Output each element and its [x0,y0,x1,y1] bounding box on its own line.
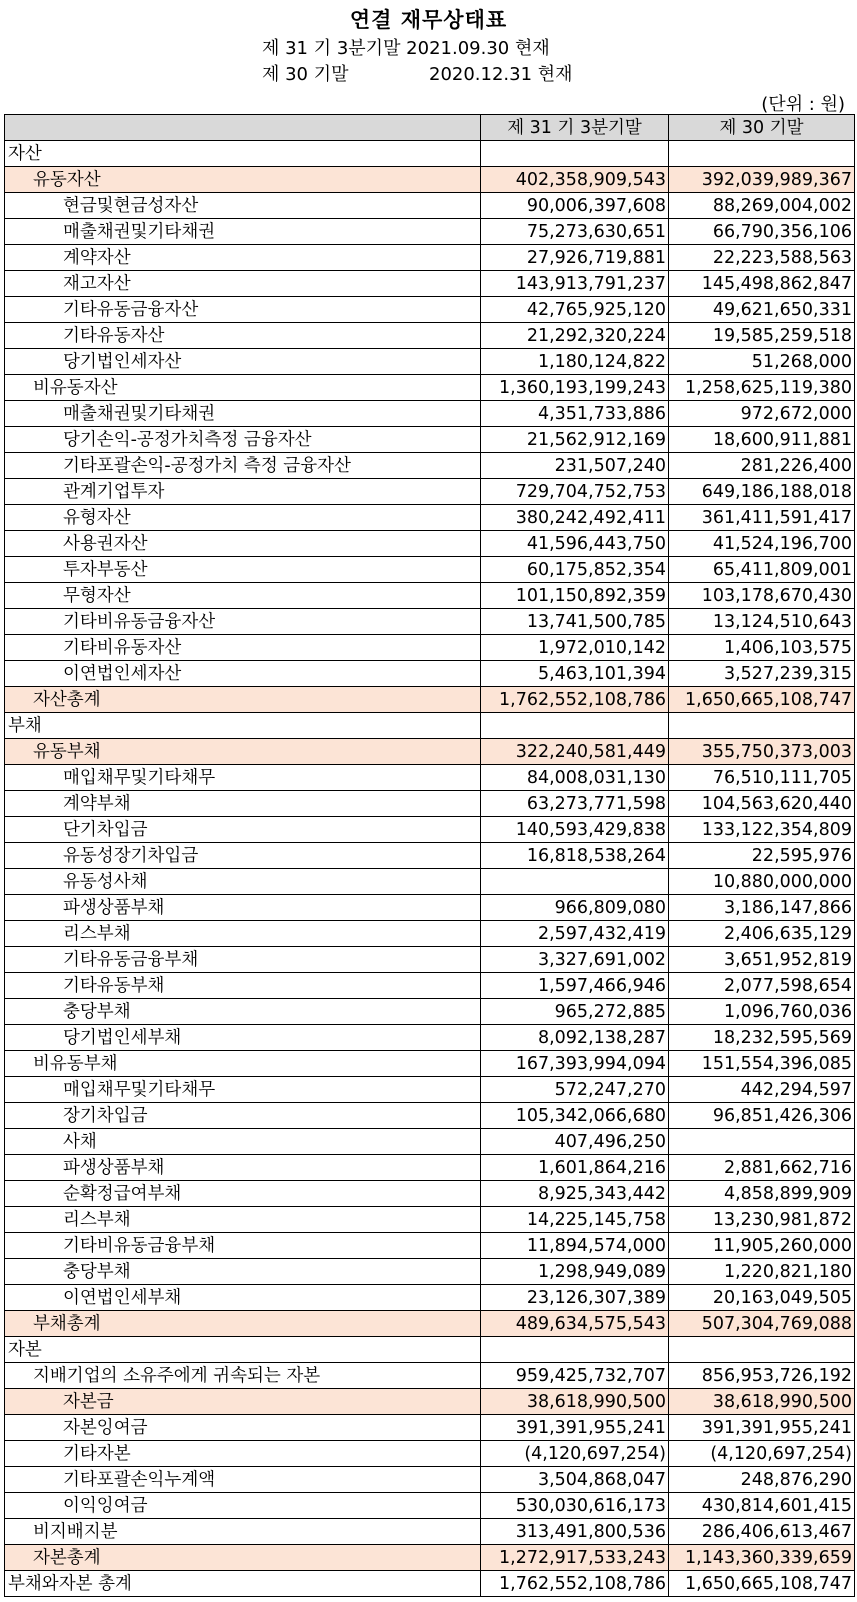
table-row [5,245,855,271]
account-name: 당기손익-공정가치측정 금융자산 [5,427,481,453]
prior-period-amount: 1,650,665,108,747 [669,1571,855,1597]
table-row [5,323,855,349]
table-row [5,1051,855,1077]
table-row [5,349,855,375]
current-period-amount: 1,298,949,089 [481,1259,669,1285]
current-period-amount: 38,618,990,500 [481,1389,669,1415]
prior-period-amount: 2,077,598,654 [669,973,855,999]
prior-period-amount: 18,232,595,569 [669,1025,855,1051]
table-row [5,973,855,999]
account-name: 장기차입금 [5,1103,481,1129]
table-row [5,1337,855,1363]
table-row [5,843,855,869]
current-period-amount: 1,360,193,199,243 [481,375,669,401]
current-period-amount: 1,597,466,946 [481,973,669,999]
table-row [5,661,855,687]
table-row [5,687,855,713]
current-period-amount: 84,008,031,130 [481,765,669,791]
prior-period-amount: 430,814,601,415 [669,1493,855,1519]
account-name: 자본잉여금 [5,1415,481,1441]
current-period-amount: 105,342,066,680 [481,1103,669,1129]
table-row [5,999,855,1025]
prior-period-label: 제 30 기말 [262,64,349,85]
table-body [5,141,855,1597]
current-period-amount: 23,126,307,389 [481,1285,669,1311]
table-row [5,271,855,297]
table-row [5,1129,855,1155]
table-row [5,869,855,895]
table-row [5,609,855,635]
account-name: 순확정급여부채 [5,1181,481,1207]
prior-period-amount: 11,905,260,000 [669,1233,855,1259]
current-period-amount: 3,327,691,002 [481,947,669,973]
prior-period-amount: 286,406,613,467 [669,1519,855,1545]
current-period-amount: 42,765,925,120 [481,297,669,323]
table-row [5,1389,855,1415]
prior-period-amount: 65,411,809,001 [669,557,855,583]
account-name: 기타포괄손익누계액 [5,1467,481,1493]
account-name: 파생상품부채 [5,1155,481,1181]
table-row [5,1519,855,1545]
table-row [5,427,855,453]
account-name: 사용권자산 [5,531,481,557]
prior-period-amount: 4,858,899,909 [669,1181,855,1207]
table-row [5,817,855,843]
table-row [5,1025,855,1051]
table-row [5,1259,855,1285]
table-row [5,583,855,609]
table-row [5,297,855,323]
account-name: 충당부채 [5,999,481,1025]
account-name: 현금및현금성자산 [5,193,481,219]
table-row [5,1233,855,1259]
table-row [5,1311,855,1337]
current-period-amount: 21,562,912,169 [481,427,669,453]
prior-period-amount: 76,510,111,705 [669,765,855,791]
account-name: 충당부채 [5,1259,481,1285]
header-current-period: 제 31 기 3분기말 [481,115,669,141]
account-name: 유동성장기차입금 [5,843,481,869]
unit-label: (단위 : 원) [761,94,845,115]
current-period-amount: 143,913,791,237 [481,271,669,297]
account-name: 기타유동금융자산 [5,297,481,323]
current-period-amount: 8,925,343,442 [481,1181,669,1207]
table-row [5,1493,855,1519]
account-name: 매입채무및기타채무 [5,1077,481,1103]
table-row [5,531,855,557]
account-name: 비지배지분 [5,1519,481,1545]
account-name: 단기차입금 [5,817,481,843]
current-period-amount: 530,030,616,173 [481,1493,669,1519]
prior-period-amount: 66,790,356,106 [669,219,855,245]
account-name: 계약자산 [5,245,481,271]
current-period-amount: 402,358,909,543 [481,167,669,193]
current-period-amount: 167,393,994,094 [481,1051,669,1077]
prior-period-amount [669,713,855,739]
current-period-amount: 1,972,010,142 [481,635,669,661]
current-period-amount: 5,463,101,394 [481,661,669,687]
current-period-amount [481,141,669,167]
header-prior-period: 제 30 기말 [669,115,855,141]
prior-period-amount: 104,563,620,440 [669,791,855,817]
account-name: 유동성사채 [5,869,481,895]
account-name: 매출채권및기타채권 [5,401,481,427]
current-period-amount: 391,391,955,241 [481,1415,669,1441]
current-period-amount: 966,809,080 [481,895,669,921]
prior-period-amount [669,1129,855,1155]
table-row [5,401,855,427]
table-header-row [5,115,855,141]
current-period-amount: 231,507,240 [481,453,669,479]
current-period-amount: 140,593,429,838 [481,817,669,843]
current-period-amount: 1,180,124,822 [481,349,669,375]
prior-period-amount: 88,269,004,002 [669,193,855,219]
current-period-amount: 11,894,574,000 [481,1233,669,1259]
table-row [5,739,855,765]
prior-period-amount: 442,294,597 [669,1077,855,1103]
account-name: 매입채무및기타채무 [5,765,481,791]
account-name: 매출채권및기타채권 [5,219,481,245]
current-period-amount: 101,150,892,359 [481,583,669,609]
current-period-amount: 4,351,733,886 [481,401,669,427]
prior-period-amount: 145,498,862,847 [669,271,855,297]
current-period-amount: 8,092,138,287 [481,1025,669,1051]
account-name: 기타비유동자산 [5,635,481,661]
prior-period-amount: 2,406,635,129 [669,921,855,947]
prior-period-amount: 19,585,259,518 [669,323,855,349]
account-name: 자산총계 [5,687,481,713]
current-period-amount: 14,225,145,758 [481,1207,669,1233]
table-row [5,453,855,479]
current-period-amount: 3,504,868,047 [481,1467,669,1493]
account-name: 사채 [5,1129,481,1155]
prior-period-amount: 972,672,000 [669,401,855,427]
current-period-amount: 16,818,538,264 [481,843,669,869]
prior-period-amount: 103,178,670,430 [669,583,855,609]
prior-period-amount: 2,881,662,716 [669,1155,855,1181]
table-row [5,1285,855,1311]
account-name: 부채와자본 총계 [5,1571,481,1597]
account-name: 기타유동부채 [5,973,481,999]
table-row [5,219,855,245]
account-name: 지배기업의 소유주에게 귀속되는 자본 [5,1363,481,1389]
table-row [5,1181,855,1207]
prior-period-amount: 96,851,426,306 [669,1103,855,1129]
account-name: 비유동자산 [5,375,481,401]
current-period-amount: 959,425,732,707 [481,1363,669,1389]
current-period-amount [481,1337,669,1363]
current-period-amount: 27,926,719,881 [481,245,669,271]
current-period-line: 제 31 기 3분기말 2021.09.30 현재 [262,38,550,59]
account-name: 이연법인세부채 [5,1285,481,1311]
account-name: 관계기업투자 [5,479,481,505]
table-row [5,1103,855,1129]
prior-period-amount: 49,621,650,331 [669,297,855,323]
prior-period-amount: 51,268,000 [669,349,855,375]
account-name: 자본 [5,1337,481,1363]
prior-period-amount: 38,618,990,500 [669,1389,855,1415]
account-name: 재고자산 [5,271,481,297]
prior-period-amount: 13,230,981,872 [669,1207,855,1233]
current-period-amount: 965,272,885 [481,999,669,1025]
current-period-amount: 489,634,575,543 [481,1311,669,1337]
current-period-amount [481,869,669,895]
statement-title: 연결 재무상태표 [349,8,508,32]
current-period-amount: 380,242,492,411 [481,505,669,531]
account-name: 리스부채 [5,921,481,947]
account-name: 부채총계 [5,1311,481,1337]
account-name: 유동부채 [5,739,481,765]
prior-period-amount: 1,406,103,575 [669,635,855,661]
prior-period-amount: 1,258,625,119,380 [669,375,855,401]
table-row [5,1363,855,1389]
current-period-amount: 1,762,552,108,786 [481,1571,669,1597]
prior-period-amount: 18,600,911,881 [669,427,855,453]
current-period-amount: 21,292,320,224 [481,323,669,349]
current-period-amount: 90,006,397,608 [481,193,669,219]
prior-period-amount: 151,554,396,085 [669,1051,855,1077]
prior-period-amount: 3,651,952,819 [669,947,855,973]
current-period-amount: 407,496,250 [481,1129,669,1155]
account-name: 기타포괄손익-공정가치 측정 금융자산 [5,453,481,479]
current-period-amount: 1,601,864,216 [481,1155,669,1181]
prior-period-amount: 20,163,049,505 [669,1285,855,1311]
account-name: 기타자본 [5,1441,481,1467]
account-name: 기타비유동금융자산 [5,609,481,635]
current-period-amount: 322,240,581,449 [481,739,669,765]
table-row [5,505,855,531]
account-name: 부채 [5,713,481,739]
account-name: 투자부동산 [5,557,481,583]
prior-period-amount: 361,411,591,417 [669,505,855,531]
prior-period-amount: 1,650,665,108,747 [669,687,855,713]
account-name: 기타유동자산 [5,323,481,349]
table-row [5,193,855,219]
prior-period-amount: 392,039,989,367 [669,167,855,193]
table-row [5,1467,855,1493]
prior-period-amount: 10,880,000,000 [669,869,855,895]
table-row [5,921,855,947]
table-row [5,375,855,401]
account-name: 리스부채 [5,1207,481,1233]
current-period-amount: 13,741,500,785 [481,609,669,635]
current-period-amount: 313,491,800,536 [481,1519,669,1545]
account-name: 유형자산 [5,505,481,531]
table-row [5,141,855,167]
prior-period-amount: (4,120,697,254) [669,1441,855,1467]
table-row [5,791,855,817]
account-name: 당기법인세자산 [5,349,481,375]
account-name: 자본금 [5,1389,481,1415]
table-row [5,713,855,739]
table-row [5,1415,855,1441]
current-period-amount: 75,273,630,651 [481,219,669,245]
account-name: 기타비유동금융부채 [5,1233,481,1259]
prior-period-amount: 856,953,726,192 [669,1363,855,1389]
account-name: 계약부채 [5,791,481,817]
prior-period-amount: 41,524,196,700 [669,531,855,557]
account-name: 파생상품부채 [5,895,481,921]
current-period-amount: 2,597,432,419 [481,921,669,947]
prior-period-amount: 281,226,400 [669,453,855,479]
current-period-amount [481,713,669,739]
account-name: 이연법인세자산 [5,661,481,687]
prior-period-amount: 1,220,821,180 [669,1259,855,1285]
current-period-amount: (4,120,697,254) [481,1441,669,1467]
table-row [5,895,855,921]
table-row [5,1441,855,1467]
prior-period-amount: 355,750,373,003 [669,739,855,765]
prior-period-amount: 1,096,760,036 [669,999,855,1025]
current-period-amount: 1,272,917,533,243 [481,1545,669,1571]
table-row [5,1571,855,1597]
current-period-amount: 60,175,852,354 [481,557,669,583]
prior-period-amount [669,1337,855,1363]
current-period-amount: 572,247,270 [481,1077,669,1103]
table-row [5,635,855,661]
table-row [5,947,855,973]
prior-period-amount [669,141,855,167]
prior-period-amount: 3,186,147,866 [669,895,855,921]
prior-period-amount: 22,595,976 [669,843,855,869]
account-name: 당기법인세부채 [5,1025,481,1051]
current-period-amount: 41,596,443,750 [481,531,669,557]
account-name: 유동자산 [5,167,481,193]
prior-period-amount: 507,304,769,088 [669,1311,855,1337]
table-row [5,167,855,193]
account-name: 무형자산 [5,583,481,609]
table-row [5,557,855,583]
table-row [5,1207,855,1233]
prior-period-amount: 22,223,588,563 [669,245,855,271]
table-row [5,1545,855,1571]
prior-period-amount: 13,124,510,643 [669,609,855,635]
prior-period-amount: 133,122,354,809 [669,817,855,843]
prior-period-amount: 3,527,239,315 [669,661,855,687]
table-row [5,1077,855,1103]
account-name: 이익잉여금 [5,1493,481,1519]
prior-period-amount: 1,143,360,339,659 [669,1545,855,1571]
prior-period-amount: 248,876,290 [669,1467,855,1493]
table-row [5,765,855,791]
table-row [5,479,855,505]
account-name: 자산 [5,141,481,167]
account-name: 기타유동금융부채 [5,947,481,973]
table-row [5,1155,855,1181]
current-period-amount: 63,273,771,598 [481,791,669,817]
prior-period-amount: 649,186,188,018 [669,479,855,505]
prior-period-amount: 391,391,955,241 [669,1415,855,1441]
current-period-amount: 729,704,752,753 [481,479,669,505]
prior-period-date: 2020.12.31 현재 [429,64,573,85]
account-name: 자본총계 [5,1545,481,1571]
account-name: 비유동부채 [5,1051,481,1077]
current-period-amount: 1,762,552,108,786 [481,687,669,713]
balance-sheet-table [4,114,855,1597]
header-account [5,115,481,141]
